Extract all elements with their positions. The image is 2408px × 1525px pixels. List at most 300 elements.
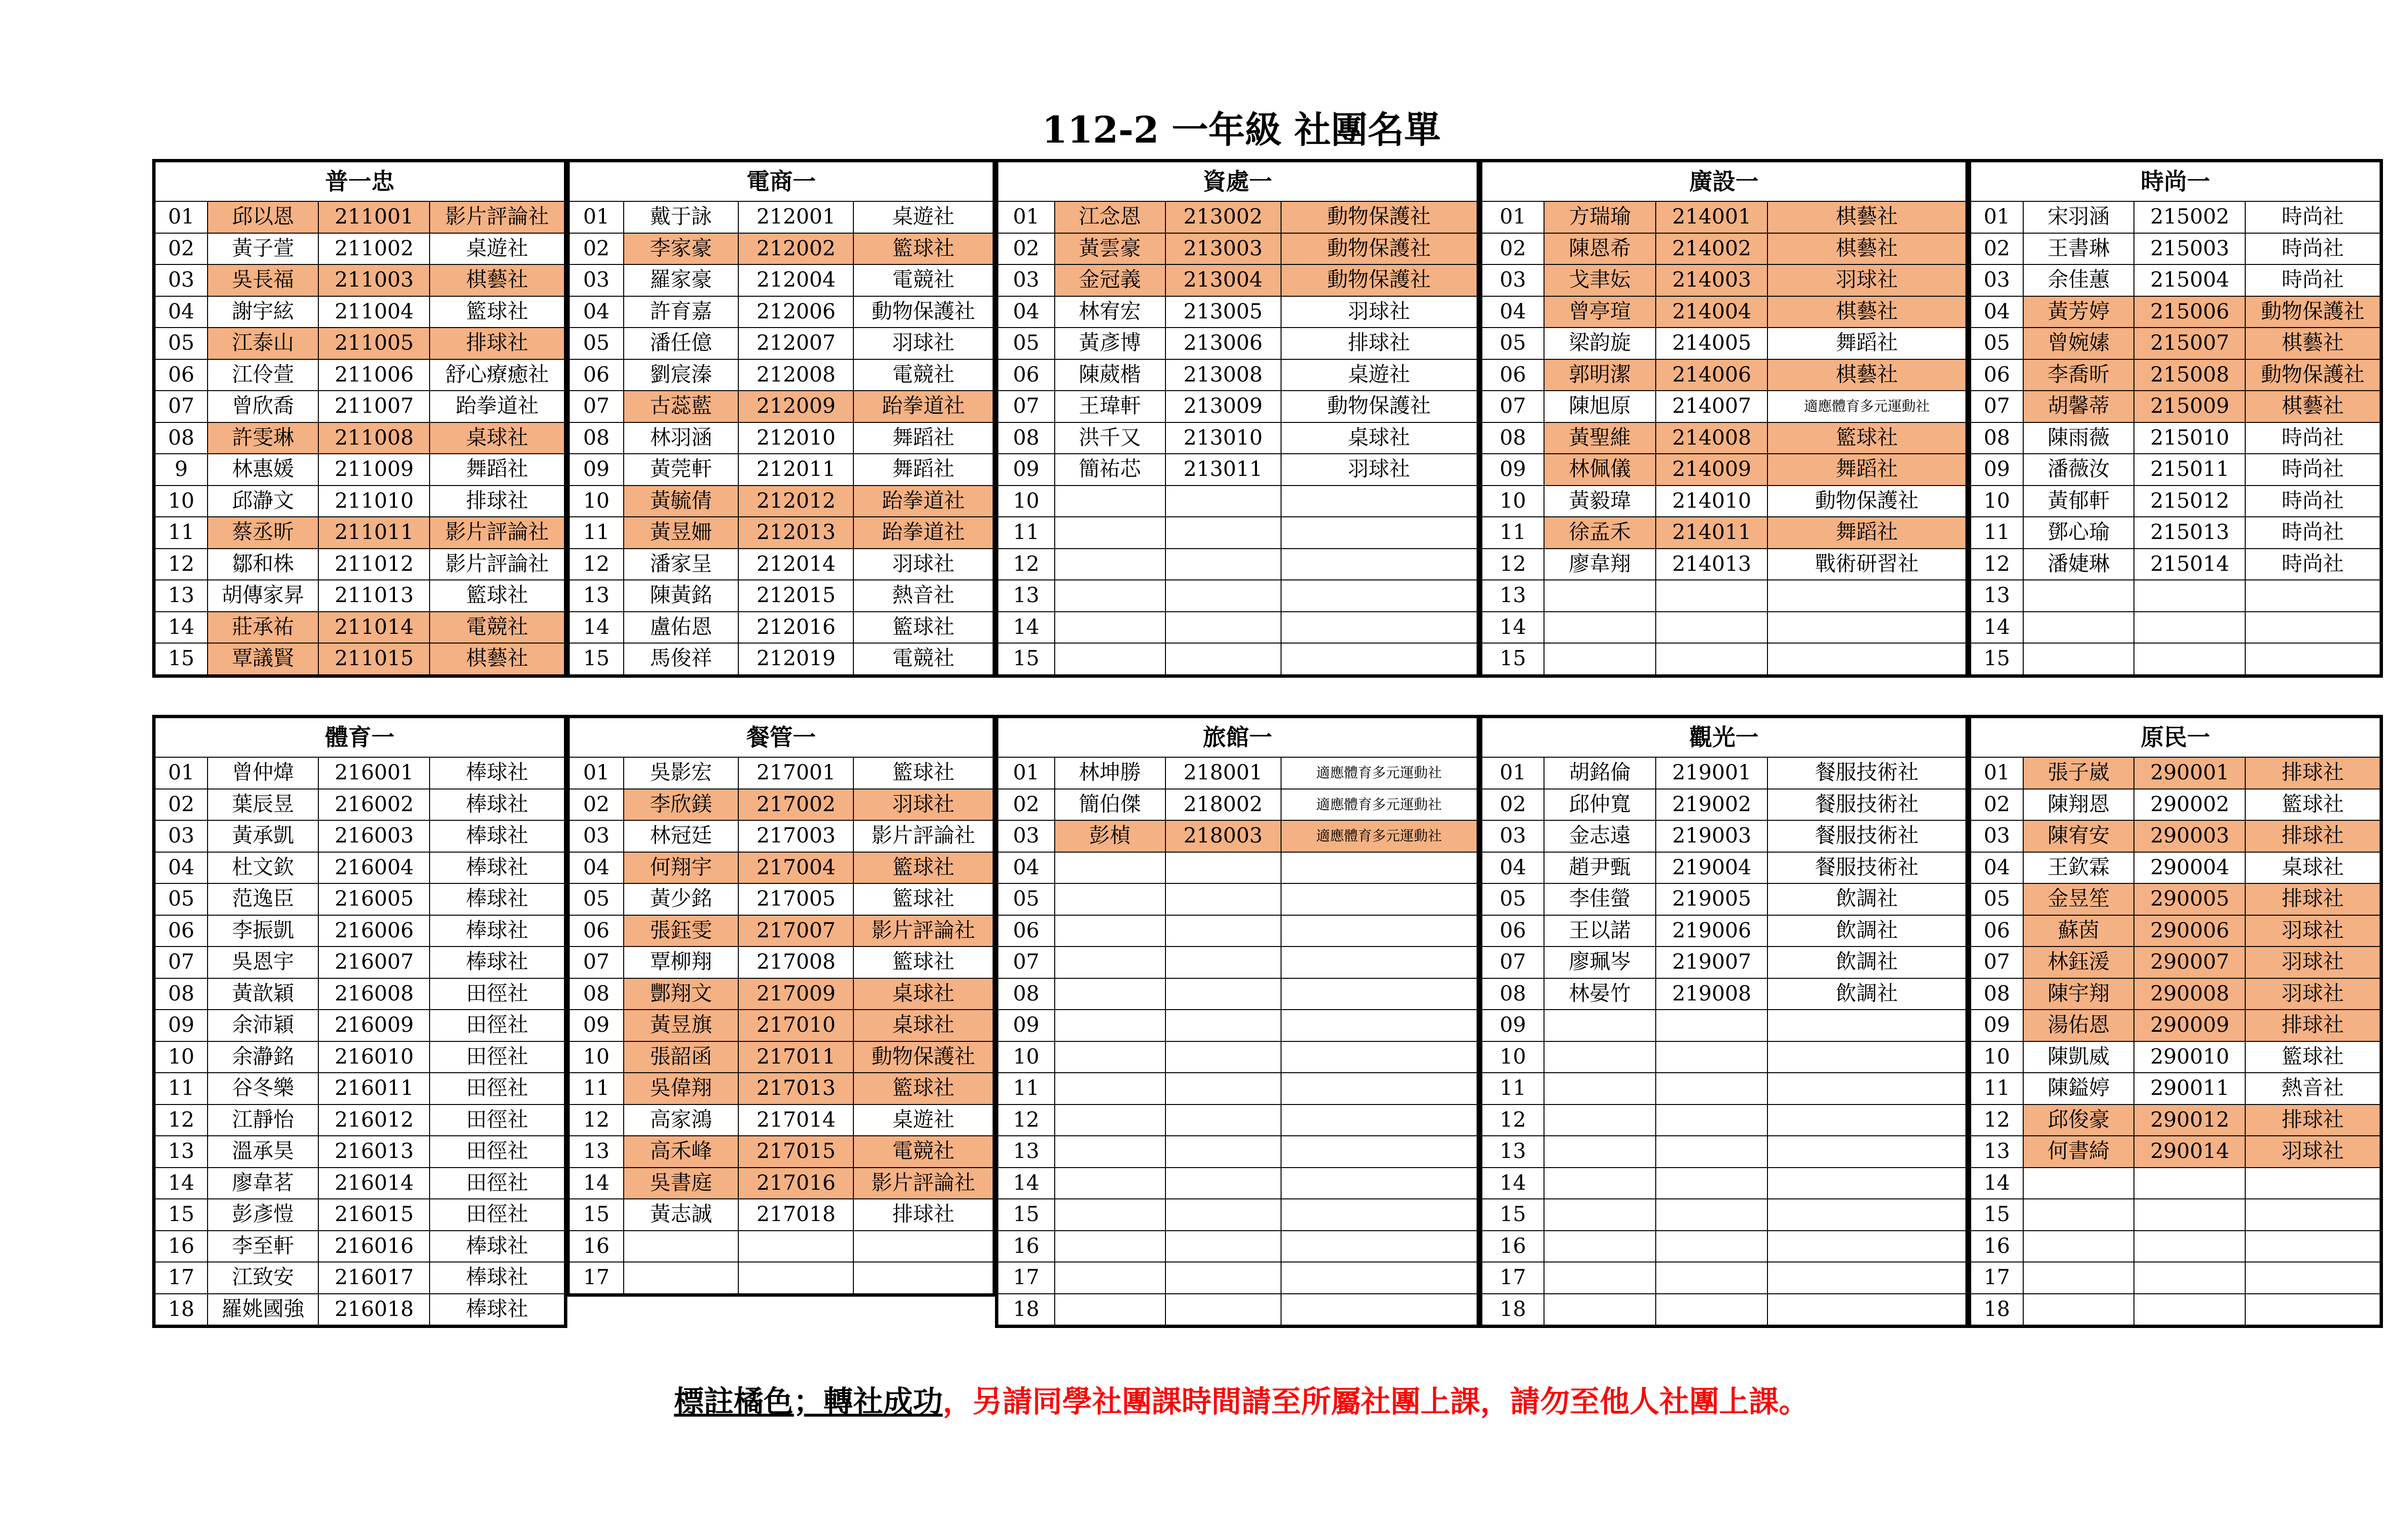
club-name: 影片評論社	[853, 1168, 994, 1199]
club-name: 田徑社	[430, 1104, 565, 1136]
row-number: 14	[1970, 612, 2023, 644]
club-name: 動物保護社	[1281, 264, 1479, 296]
club-name	[1767, 643, 1967, 676]
student-id: 215011	[2134, 454, 2245, 486]
student-name: 林冠廷	[624, 820, 739, 852]
club-name: 羽球社	[2245, 915, 2381, 947]
table-row	[154, 549, 566, 580]
club-name: 羽球社	[1281, 296, 1479, 328]
row-number: 14	[1481, 1168, 1544, 1199]
table-row	[568, 201, 995, 233]
row-number: 07	[1970, 947, 2023, 978]
table-row	[997, 1231, 1479, 1262]
table-row	[1481, 757, 1967, 789]
row-number: 15	[1481, 1199, 1544, 1231]
student-name	[1544, 1041, 1656, 1073]
student-id: 217002	[738, 789, 853, 821]
row-number: 09	[1481, 1010, 1544, 1041]
club-name: 電競社	[853, 643, 994, 676]
club-name: 桌遊社	[1281, 359, 1479, 391]
student-id: 219007	[1656, 947, 1767, 978]
club-name: 適應體育多元運動社	[1281, 757, 1479, 789]
club-name: 動物保護社	[1281, 201, 1479, 233]
club-name	[1281, 915, 1479, 947]
row-number: 06	[154, 915, 208, 947]
club-name	[1767, 1262, 1967, 1294]
student-name: 黃昱旗	[624, 1010, 739, 1041]
student-id: 212001	[738, 201, 853, 233]
student-id	[1165, 1199, 1281, 1231]
student-name: 廖韋茗	[208, 1168, 319, 1199]
class-table-2	[566, 715, 996, 1297]
row-number: 12	[154, 549, 208, 580]
student-name: 酆翔文	[624, 978, 739, 1010]
student-name: 江致安	[208, 1262, 319, 1294]
row-number: 09	[1970, 1010, 2023, 1041]
student-name: 陳葳楷	[1055, 359, 1165, 391]
student-name: 李欣鎂	[624, 789, 739, 821]
student-id: 214009	[1656, 454, 1767, 486]
row-number: 07	[154, 391, 208, 422]
student-name: 吳長福	[208, 264, 319, 296]
club-name	[853, 1231, 994, 1262]
student-name: 谷冬樂	[208, 1073, 319, 1104]
club-name: 籃球社	[853, 612, 994, 644]
row-number: 07	[1481, 391, 1544, 422]
student-id	[1656, 1168, 1767, 1199]
student-name: 金昱笙	[2023, 883, 2134, 915]
student-id: 211007	[318, 391, 430, 422]
student-id: 214003	[1656, 264, 1767, 296]
student-name: 黃志誠	[624, 1199, 739, 1231]
student-id: 215003	[2134, 233, 2245, 265]
student-name: 陳宇翔	[2023, 978, 2134, 1010]
row-number: 09	[997, 1010, 1055, 1041]
table-row	[1481, 947, 1967, 978]
student-name: 曾欣喬	[208, 391, 319, 422]
row-number: 11	[1970, 517, 2023, 549]
club-name: 飲調社	[1767, 947, 1967, 978]
student-name: 古蕊藍	[624, 391, 739, 422]
table-row	[154, 391, 566, 422]
row-number: 14	[997, 1168, 1055, 1199]
student-name: 江伶萱	[208, 359, 319, 391]
club-name	[1281, 549, 1479, 580]
student-name: 邱俊豪	[2023, 1104, 2134, 1136]
student-name	[1055, 643, 1165, 676]
club-name	[1767, 580, 1967, 612]
club-name: 籃球社	[1767, 422, 1967, 454]
student-name	[1055, 517, 1165, 549]
table-row	[1481, 1010, 1967, 1041]
student-id	[2134, 1168, 2245, 1199]
student-id: 212002	[738, 233, 853, 265]
club-name	[1281, 1104, 1479, 1136]
student-id: 212014	[738, 549, 853, 580]
student-id: 290005	[2134, 883, 2245, 915]
student-name: 高家鴻	[624, 1104, 739, 1136]
student-id: 216009	[318, 1010, 430, 1041]
table-row	[154, 643, 566, 676]
student-name	[2023, 1262, 2134, 1294]
row-number: 06	[1970, 915, 2023, 947]
club-name	[1281, 1168, 1479, 1199]
student-id: 211005	[318, 328, 430, 359]
club-name	[1281, 643, 1479, 676]
row-number: 03	[1970, 264, 2023, 296]
row-number: 10	[1481, 486, 1544, 517]
student-id: 218001	[1165, 757, 1281, 789]
student-id	[1165, 1041, 1281, 1073]
club-name: 動物保護社	[2245, 359, 2381, 391]
club-name: 舞蹈社	[1767, 517, 1967, 549]
student-id: 212010	[738, 422, 853, 454]
row-number: 09	[1970, 454, 2023, 486]
row-number: 07	[997, 391, 1055, 422]
row-number: 10	[154, 486, 208, 517]
club-name	[2245, 643, 2381, 676]
student-name: 黃毅瑋	[1544, 486, 1656, 517]
student-name: 徐孟禾	[1544, 517, 1656, 549]
table-row	[1970, 1136, 2382, 1168]
student-name: 邱瀞文	[208, 486, 319, 517]
row-number: 02	[568, 233, 624, 265]
row-number: 14	[1481, 612, 1544, 644]
table-row	[568, 789, 995, 821]
club-name: 羽球社	[853, 328, 994, 359]
student-id: 217016	[738, 1168, 853, 1199]
student-id: 212016	[738, 612, 853, 644]
student-name	[1055, 549, 1165, 580]
student-name: 余沛穎	[208, 1010, 319, 1041]
table-row	[1970, 422, 2382, 454]
club-name: 棒球社	[430, 757, 565, 789]
table-row	[1970, 643, 2382, 676]
student-name	[1055, 580, 1165, 612]
table-row	[154, 883, 566, 915]
class-name-header: 旅館一	[997, 717, 1479, 758]
row-number: 05	[154, 328, 208, 359]
table-row	[997, 296, 1479, 328]
student-id	[1165, 1294, 1281, 1327]
row-number: 08	[1970, 422, 2023, 454]
row-number: 06	[568, 915, 624, 947]
student-name: 黃芳婷	[2023, 296, 2134, 328]
student-id: 214013	[1656, 549, 1767, 580]
student-name: 黃毓倩	[624, 486, 739, 517]
table-row	[1970, 978, 2382, 1010]
student-id	[1165, 947, 1281, 978]
table-row	[997, 264, 1479, 296]
student-id: 219006	[1656, 915, 1767, 947]
student-name	[1544, 1073, 1656, 1104]
club-name: 排球社	[853, 1199, 994, 1231]
club-name: 棒球社	[430, 820, 565, 852]
table-row	[154, 359, 566, 391]
student-name: 何翔宇	[624, 852, 739, 884]
student-id: 216015	[318, 1199, 430, 1231]
table-row	[1970, 757, 2382, 789]
student-name: 張鈺雯	[624, 915, 739, 947]
row-number: 13	[154, 1136, 208, 1168]
club-name: 舞蹈社	[853, 422, 994, 454]
student-id: 211013	[318, 580, 430, 612]
table-row	[1481, 1104, 1967, 1136]
class-table-3	[995, 159, 1480, 678]
table-row	[997, 422, 1479, 454]
class-table-1	[152, 159, 567, 678]
club-name: 熱音社	[2245, 1073, 2381, 1104]
student-id	[1656, 1294, 1767, 1327]
student-id	[2134, 1231, 2245, 1262]
club-name: 時尚社	[2245, 233, 2381, 265]
table-row	[997, 580, 1479, 612]
row-number: 04	[154, 296, 208, 328]
row-number: 05	[154, 883, 208, 915]
table-row	[568, 233, 995, 265]
table-row	[568, 1010, 995, 1041]
club-name: 排球社	[2245, 820, 2381, 852]
table-row	[568, 1199, 995, 1231]
class-name-header: 餐管一	[568, 717, 995, 758]
student-name: 廖珮岑	[1544, 947, 1656, 978]
table-row	[1481, 233, 1967, 265]
table-row	[1970, 789, 2382, 821]
class-table-1	[152, 715, 567, 1328]
table-row	[154, 820, 566, 852]
student-id: 213003	[1165, 233, 1281, 265]
row-number: 01	[1970, 201, 2023, 233]
student-name: 林惠媛	[208, 454, 319, 486]
student-id	[1656, 1041, 1767, 1073]
row-number: 15	[1481, 643, 1544, 676]
student-name	[1055, 1041, 1165, 1073]
student-name: 廖韋翔	[1544, 549, 1656, 580]
row-number: 03	[568, 264, 624, 296]
club-name: 時尚社	[2245, 264, 2381, 296]
table-row	[1970, 391, 2382, 422]
club-name: 舒心療癒社	[430, 359, 565, 391]
student-name: 林佩儀	[1544, 454, 1656, 486]
student-id: 217007	[738, 915, 853, 947]
student-name: 莊承祐	[208, 612, 319, 644]
club-name	[1281, 852, 1479, 884]
table-row	[997, 201, 1479, 233]
row-number: 09	[568, 454, 624, 486]
student-id: 216003	[318, 820, 430, 852]
student-id: 213011	[1165, 454, 1281, 486]
row-number: 13	[568, 1136, 624, 1168]
table-row	[997, 978, 1479, 1010]
roster-table	[1479, 159, 1969, 678]
student-id: 215014	[2134, 549, 2245, 580]
row-number: 02	[568, 789, 624, 821]
row-number: 08	[154, 422, 208, 454]
student-id: 212013	[738, 517, 853, 549]
table-row	[997, 233, 1479, 265]
table-row	[1481, 1168, 1967, 1199]
student-id: 211003	[318, 264, 430, 296]
club-name: 餐服技術社	[1767, 852, 1967, 884]
table-row	[997, 1294, 1479, 1327]
student-id: 290002	[2134, 789, 2245, 821]
club-name	[1281, 883, 1479, 915]
student-id: 214008	[1656, 422, 1767, 454]
row-number: 05	[997, 328, 1055, 359]
row-number: 17	[1481, 1262, 1544, 1294]
club-name	[1281, 1010, 1479, 1041]
table-row	[154, 612, 566, 644]
row-number: 17	[154, 1262, 208, 1294]
club-name	[1767, 1010, 1967, 1041]
class-name-header: 普一忠	[154, 161, 566, 202]
student-id	[1656, 1231, 1767, 1262]
student-id	[1656, 1104, 1767, 1136]
row-number: 12	[154, 1104, 208, 1136]
row-number: 06	[1481, 359, 1544, 391]
club-name: 籃球社	[853, 757, 994, 789]
student-name	[2023, 643, 2134, 676]
student-id: 219005	[1656, 883, 1767, 915]
row-number: 02	[1481, 233, 1544, 265]
row-number: 11	[1481, 517, 1544, 549]
row-number: 15	[154, 1199, 208, 1231]
student-name	[2023, 1294, 2134, 1327]
table-row	[1970, 233, 2382, 265]
row-number: 01	[1970, 757, 2023, 789]
club-name: 棒球社	[430, 1231, 565, 1262]
student-name: 黃彥博	[1055, 328, 1165, 359]
student-id	[2134, 580, 2245, 612]
table-row	[1970, 883, 2382, 915]
club-name: 籃球社	[853, 233, 994, 265]
table-row	[1481, 883, 1967, 915]
student-id: 216006	[318, 915, 430, 947]
row-number: 15	[997, 1199, 1055, 1231]
table-row	[1481, 486, 1967, 517]
row-number: 02	[1970, 233, 2023, 265]
class-table-4	[1479, 159, 1969, 678]
club-name: 動物保護社	[853, 296, 994, 328]
student-name: 邱仲寬	[1544, 789, 1656, 821]
student-id: 212006	[738, 296, 853, 328]
club-name: 電競社	[853, 1136, 994, 1168]
club-name	[1281, 1262, 1479, 1294]
student-name	[1544, 1294, 1656, 1327]
row-number: 17	[1970, 1262, 2023, 1294]
row-number: 13	[154, 580, 208, 612]
table-row	[154, 852, 566, 884]
row-number: 09	[1481, 454, 1544, 486]
student-name: 陳翔恩	[2023, 789, 2134, 821]
table-row	[1481, 820, 1967, 852]
table-row	[1481, 915, 1967, 947]
row-number: 06	[997, 359, 1055, 391]
row-number: 03	[1481, 820, 1544, 852]
student-id: 211011	[318, 517, 430, 549]
club-name: 影片評論社	[430, 517, 565, 549]
student-id: 213010	[1165, 422, 1281, 454]
row-number: 13	[997, 580, 1055, 612]
student-name: 潘家呈	[624, 549, 739, 580]
student-name: 羅姚國強	[208, 1294, 319, 1327]
roster-table	[152, 715, 567, 1328]
student-name	[1055, 947, 1165, 978]
club-name: 桌球社	[1281, 422, 1479, 454]
row-number: 10	[1970, 486, 2023, 517]
club-name: 排球社	[2245, 883, 2381, 915]
student-id: 290014	[2134, 1136, 2245, 1168]
club-name: 排球社	[2245, 1010, 2381, 1041]
table-row	[997, 789, 1479, 821]
table-row	[154, 517, 566, 549]
club-name: 桌遊社	[430, 233, 565, 265]
class-name-header: 電商一	[568, 161, 995, 202]
student-id: 219004	[1656, 852, 1767, 884]
student-name: 戈聿妘	[1544, 264, 1656, 296]
table-row	[568, 1041, 995, 1073]
table-row	[568, 757, 995, 789]
table-row	[1481, 517, 1967, 549]
row-number: 11	[1481, 1073, 1544, 1104]
table-row	[154, 454, 566, 486]
table-row	[568, 852, 995, 884]
club-name: 田徑社	[430, 1136, 565, 1168]
table-row	[997, 1041, 1479, 1073]
table-row	[997, 486, 1479, 517]
row-number: 15	[1970, 1199, 2023, 1231]
student-name: 黃歆穎	[208, 978, 319, 1010]
table-row	[568, 1073, 995, 1104]
student-name: 余瀞銘	[208, 1041, 319, 1073]
row-number: 12	[568, 1104, 624, 1136]
club-name: 電競社	[430, 612, 565, 644]
club-name: 棋藝社	[1767, 359, 1967, 391]
student-id: 219002	[1656, 789, 1767, 821]
student-id: 217015	[738, 1136, 853, 1168]
student-name: 范逸臣	[208, 883, 319, 915]
table-row	[1970, 1073, 2382, 1104]
row-number: 14	[568, 612, 624, 644]
table-row	[997, 820, 1479, 852]
student-id	[1165, 1104, 1281, 1136]
row-number: 04	[154, 852, 208, 884]
row-number: 02	[1970, 789, 2023, 821]
club-name: 羽球社	[1281, 454, 1479, 486]
student-id: 217014	[738, 1104, 853, 1136]
row-number: 02	[1481, 789, 1544, 821]
table-row	[568, 612, 995, 644]
roster-table	[1479, 715, 1969, 1328]
row-number: 11	[568, 1073, 624, 1104]
student-name: 張韶函	[624, 1041, 739, 1073]
club-name	[1281, 978, 1479, 1010]
club-name: 棋藝社	[1767, 201, 1967, 233]
student-id	[1656, 1262, 1767, 1294]
student-name: 曾婉嫊	[2023, 328, 2134, 359]
table-row	[1970, 359, 2382, 391]
row-number: 09	[568, 1010, 624, 1041]
student-name: 蘇茵	[2023, 915, 2134, 947]
student-name: 王書琳	[2023, 233, 2134, 265]
student-name	[1544, 643, 1656, 676]
table-row	[997, 1199, 1479, 1231]
club-name	[2245, 612, 2381, 644]
club-name: 跆拳道社	[853, 486, 994, 517]
student-id	[1165, 1073, 1281, 1104]
table-row	[1481, 1041, 1967, 1073]
row-number: 18	[1970, 1294, 2023, 1327]
